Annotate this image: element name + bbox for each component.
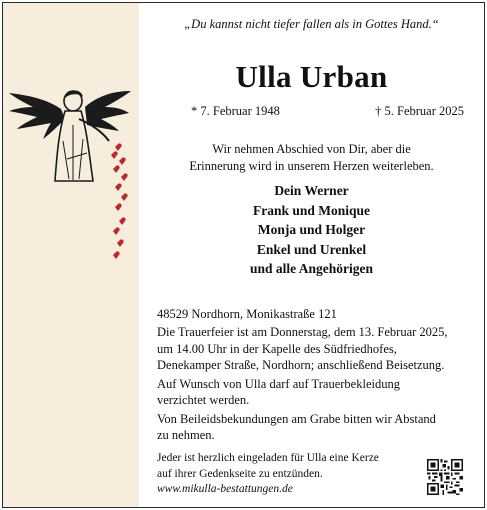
qr-code-icon[interactable] (427, 459, 463, 495)
mourner: Dein Werner (274, 183, 349, 198)
farewell-text (139, 141, 484, 174)
angel-icon (3, 81, 139, 281)
candle-invitation: Jeder ist herzlich eingeladen für Ulla eine Kerze auf ihrer Gedenkseite zu entzünden. www.mikulla-bestattungen.de (157, 451, 417, 498)
farewell-line: Erinnerung wird in unserem Herzen weiterleben. (189, 158, 434, 173)
funeral-info (157, 324, 485, 446)
bible-quote: „Du kannst nicht tiefer fallen als in Gottes Hand.“ (184, 17, 439, 31)
address: 48529 Nordhorn, Monikastraße 121 (157, 307, 337, 321)
info-paragraph: Von Beileidsbekundungen am Grabe bitten wir Abstand zu nehmen. (157, 411, 436, 442)
mourners-list (139, 181, 484, 279)
death-date: † 5. Februar 2025 (375, 104, 464, 118)
mourner: und alle Angehörigen (249, 261, 374, 276)
life-dates (191, 104, 464, 119)
notice-content (139, 3, 484, 507)
info-paragraph: Auf Wunsch von Ulla darf auf Trauerbekleidung verzichtet werden. (157, 376, 400, 407)
mourner: Monja und Holger (257, 222, 366, 237)
mourner: Frank und Monique (252, 202, 371, 218)
decorative-stripe (3, 3, 139, 507)
obituary-notice (2, 2, 485, 508)
deceased-name: Ulla Urban (235, 59, 388, 94)
mourner: Enkel und Urenkel (256, 241, 367, 257)
info-paragraph: Die Trauerfeier ist am Donnerstag, dem 13. Februar 2025, um 14.00 Uhr in der Kapelle des Südfriedhofes, Denekamper Straße, Nordhorn; anschließend Beisetzung. (157, 325, 448, 372)
farewell-line: Wir nehmen Abschied von Dir, aber die (212, 142, 411, 156)
website-link[interactable]: www.mikulla-bestattungen.de (157, 483, 293, 495)
birth-date: * 7. Februar 1948 (191, 104, 280, 118)
